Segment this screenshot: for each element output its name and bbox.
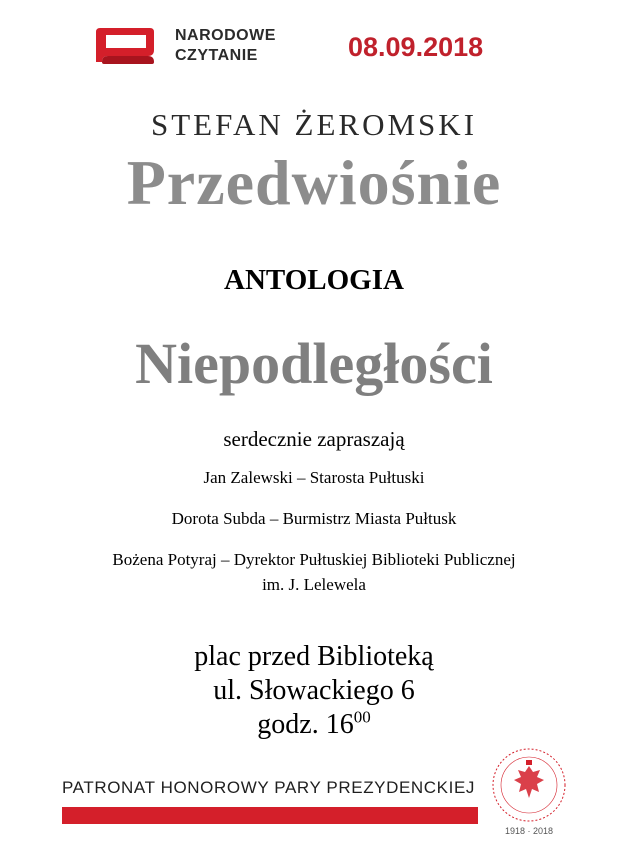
host-line: Bożena Potyraj – Dyrektor Pułtuskiej Biblioteki Publicznej xyxy=(112,550,516,569)
patronage-label: PATRONAT HONOROWY PARY PREZYDENCKIEJ xyxy=(62,778,475,797)
anthology-title: Niepodległości xyxy=(135,331,493,396)
host-line: Dorota Subda – Burmistrz Miasta Pułtusk xyxy=(171,509,457,528)
host-line: im. J. Lelewela xyxy=(262,575,366,594)
program-name-line1: NARODOWE xyxy=(175,27,276,44)
program-name-line2: CZYTANIE xyxy=(175,47,258,64)
event-time-minutes: 00 xyxy=(353,707,371,727)
invitation-intro: serdecznie zapraszają xyxy=(223,427,405,451)
event-date: 08.09.2018 xyxy=(348,32,484,62)
author-name: STEFAN ŻEROMSKI xyxy=(150,107,478,142)
narodowe-czytanie-book-logo xyxy=(92,26,158,66)
event-place: plac przed Biblioteką xyxy=(194,641,434,672)
work-title: Przedwiośnie xyxy=(126,147,502,218)
host-line: Jan Zalewski – Starosta Pułtuski xyxy=(203,468,425,487)
event-time-hour: godz. 16 xyxy=(257,709,354,740)
event-address: ul. Słowackiego 6 xyxy=(213,675,415,706)
program-name xyxy=(175,26,276,66)
anthology-label: ANTOLOGIA xyxy=(224,264,404,296)
red-divider-bar xyxy=(62,807,478,824)
event-time xyxy=(0,708,628,742)
emblem-years: 1918 · 2018 xyxy=(504,826,554,836)
independence-emblem xyxy=(486,742,572,840)
